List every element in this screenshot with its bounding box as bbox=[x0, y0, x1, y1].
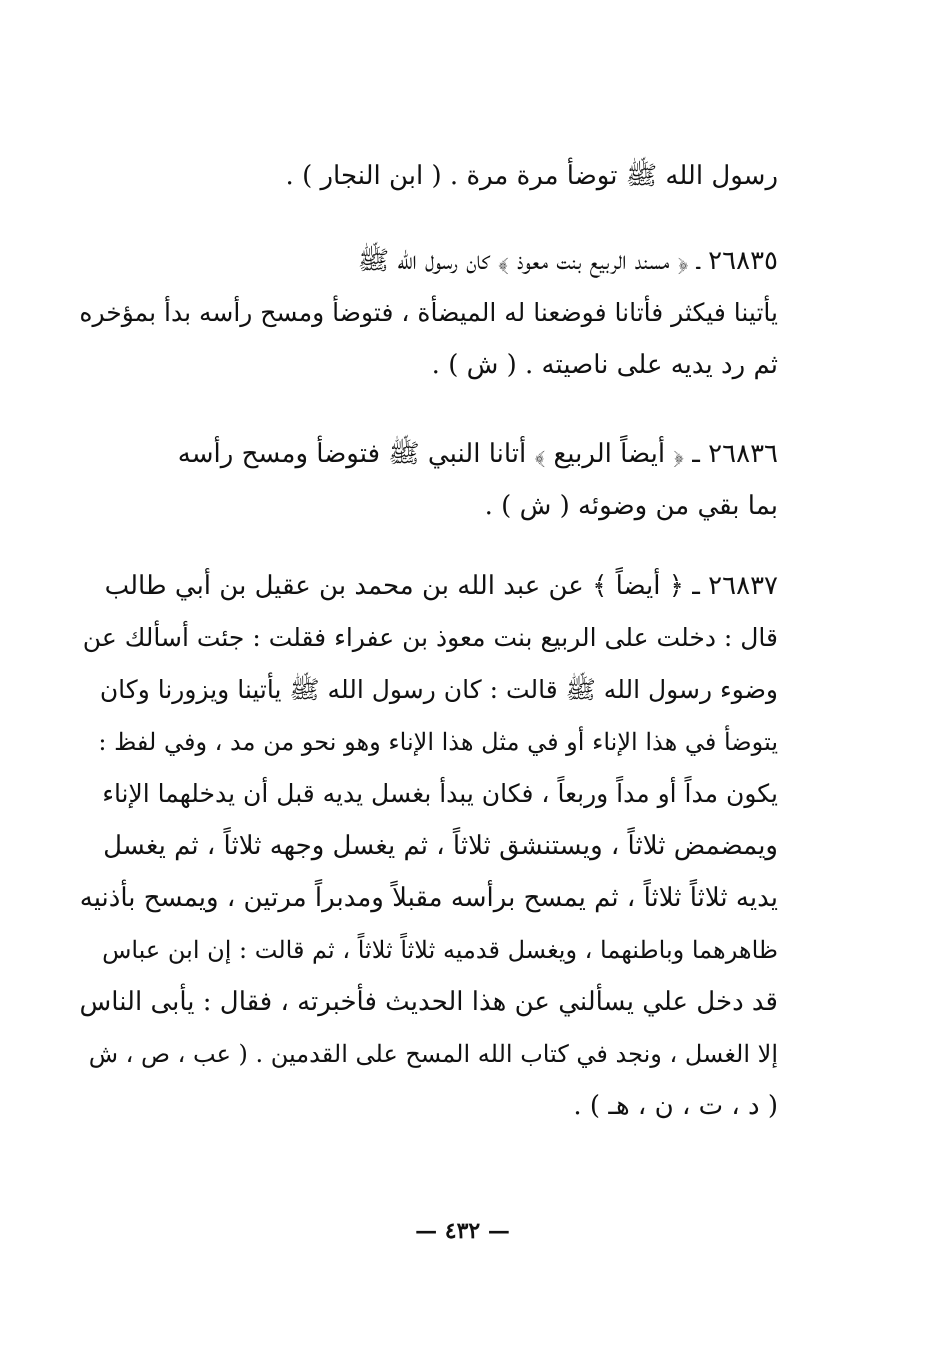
hadith-26836 bbox=[78, 428, 778, 532]
hadith-26837-line-10: إلا الغسل ، ونجد في كتاب الله المسح على القدمين . ( عب ، ص ، ش bbox=[88, 1040, 778, 1068]
page-number: — ٤٣٢ — bbox=[415, 1218, 510, 1244]
hadith-26835-line-3: ثم رد يديه على ناصيته . ( ش ) . bbox=[431, 350, 778, 380]
hadith-26837-line-8: ظاهرهما وباطنهما ، ويغسل قدميه ثلاثاً ثلاثاً ، ثم قالت : إن ابن عباس bbox=[102, 936, 778, 964]
hadith-26836-line-2: بما بقي من وضوئه ( ش ) . bbox=[484, 491, 778, 521]
hadith-26835 bbox=[78, 235, 778, 391]
hadith-26837-line-3: وضوء رسول الله ﷺ قالت : كان رسول الله ﷺ يأتينا ويزورنا وكان bbox=[99, 675, 778, 704]
hadith-26837-line-7: يديه ثلاثاً ثلاثاً ، ثم يمسح برأسه مقبلاً ومدبراً مرتين ، ويمسح بأذنيه bbox=[79, 883, 778, 913]
hadith-26835-line-1: ٢٦٨٣٥ ـ ﴿ مسند الربيع بنت معوذ ﴾ كان رسول الله ﷺ bbox=[357, 246, 778, 276]
intro-line-1: رسول الله ﷺ توضأ مرة مرة . ( ابن النجار ) . bbox=[285, 161, 778, 191]
hadith-26835-line-2: يأتينا فيكثر فأتانا فوضعنا له الميضأة ، فتوضأ ومسح رأسه بدأ بمؤخره bbox=[79, 298, 778, 327]
hadith-26837-line-1: ٢٦٨٣٧ ـ ﴿ أيضاً ﴾ عن عبد الله بن محمد بن عقيل بن أبي طالب bbox=[104, 571, 778, 601]
hadith-26837-line-2: قال : دخلت على الربيع بنت معوذ بن عفراء فقلت : جئت أسألك عن bbox=[82, 623, 778, 652]
hadith-26837-line-4: يتوضأ في هذا الإناء أو في مثل هذا الإناء وهو نحو من مد ، وفي لفظ : bbox=[98, 728, 778, 756]
hadith-26837-line-11: ( د ، ت ، ن ، هـ ) . bbox=[573, 1091, 778, 1121]
hadith-26837-line-9: قد دخل علي يسألني عن هذا الحديث فأخبرته ، فقال : يأبى الناس bbox=[79, 987, 778, 1017]
intro-paragraph bbox=[78, 150, 778, 202]
hadith-26836-line-1: ٢٦٨٣٦ ـ ﴿ أيضاً الربيع ﴾ أتانا النبي ﷺ فتوضأ ومسح رأسه bbox=[177, 439, 778, 469]
hadith-26837-line-5: يكون مداً أو مداً وربعاً ، فكان يبدأ بغسل يديه قبل أن يدخلهما الإناء bbox=[102, 779, 778, 808]
hadith-26837 bbox=[78, 560, 778, 1132]
hadith-26837-line-6: ويمضمض ثلاثاً ، ويستنشق ثلاثاً ، ثم يغسل وجهه ثلاثاً ، ثم يغسل bbox=[103, 831, 778, 861]
